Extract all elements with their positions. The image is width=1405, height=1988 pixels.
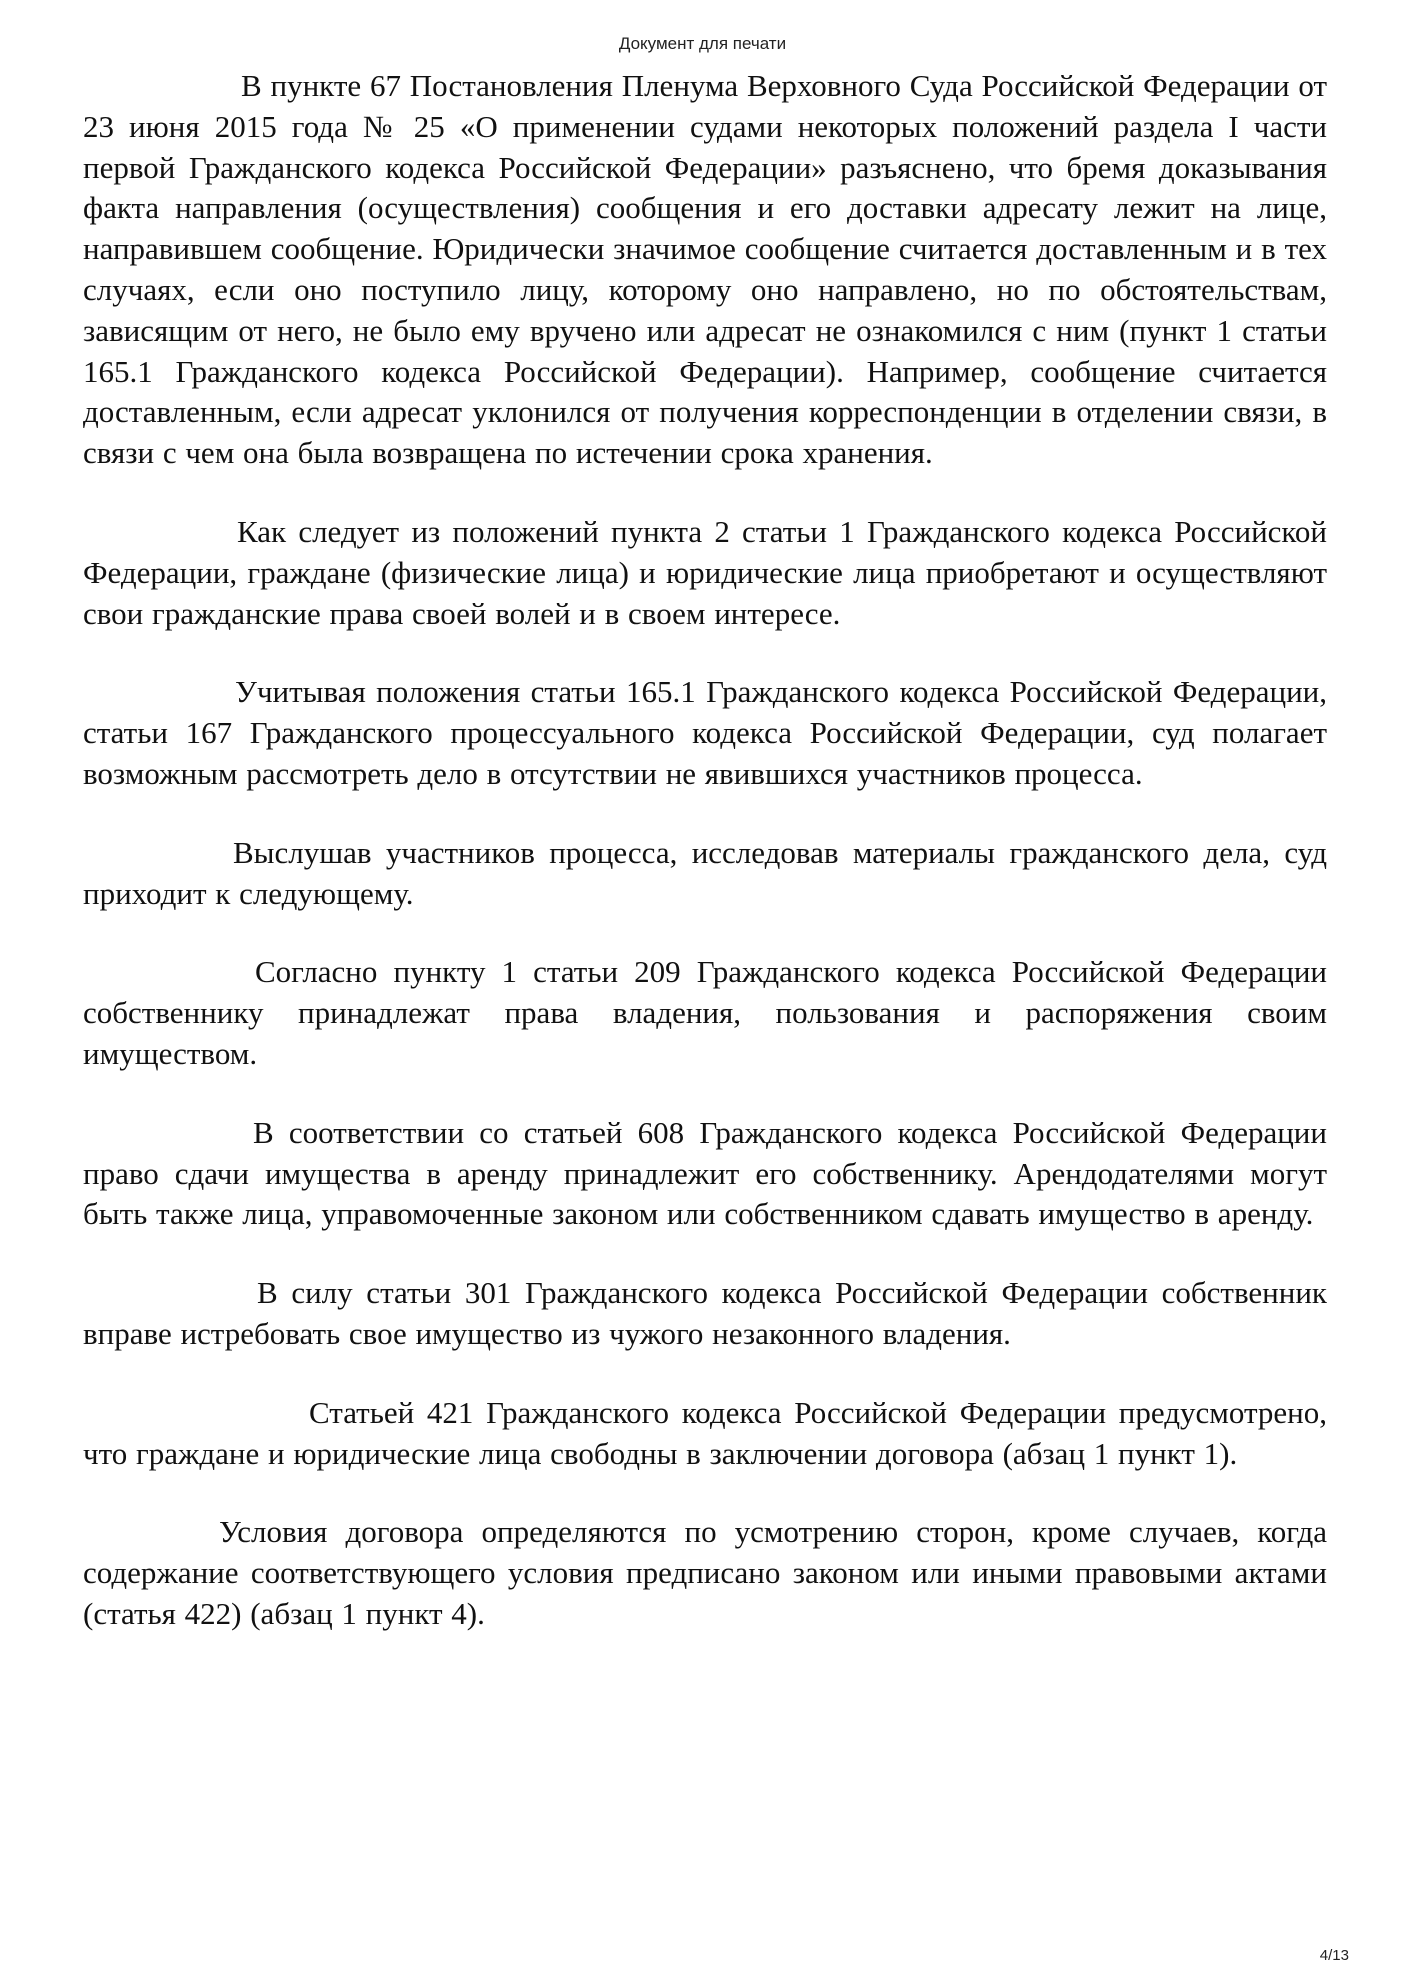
- paragraph: Выслушав участников процесса, исследовав материалы гражданского дела, суд приходит к следующему.: [83, 834, 1327, 911]
- paragraph: В пункте 67 Постановления Пленума Верховного Суда Российской Федерации от 23 июня 2015 года № 25 «О применении судами некоторых положений раздела I части первой Гражданского кодекса Российской Федерации» разъяснено, что бремя доказывания факта направления (осуществления) сообщения и его доставки адресату лежит на лице, направившем сообщение. Юридически значимое сообщение считается доставленным и в тех случаях, если оно поступило лицу, которому оно направлено, но по обстоятельствам, зависящим от него, не было ему вручено или адресат не ознакомился с ним (пункт 1 статьи 165.1 Гражданского кодекса Российской Федерации). Например, сообщение считается доставленным, если адресат уклонился от получения корреспонденции в отделении связи, в связи с чем она была возвращена по истечении срока хранения.: [83, 68, 1327, 471]
- paragraph: В силу статьи 301 Гражданского кодекса Российской Федерации собственник вправе истребовать свое имущество из чужого незаконного владения.: [83, 1275, 1327, 1351]
- paragraph: Согласно пункту 1 статьи 209 Гражданского кодекса Российской Федерации собственнику принадлежат права владения, пользования и распоряжения своим имуществом.: [83, 954, 1327, 1071]
- print-header: Документ для печати: [618, 34, 787, 53]
- paragraph: Статьей 421 Гражданского кодекса Российской Федерации предусмотрено, что граждане и юридические лица свободны в заключении договора (абзац 1 пункт 1).: [83, 1394, 1327, 1471]
- document-body: [83, 66, 1327, 1635]
- page-number: 4/13: [1319, 1947, 1349, 1964]
- paragraph: Учитывая положения статьи 165.1 Гражданского кодекса Российской Федерации, статьи 167 Гражданского процессуального кодекса Российской Федерации, суд полагает возможным рассмотреть дело в отсутствии не явившихся участников процесса.: [83, 674, 1327, 791]
- paragraph: Условия договора определяются по усмотрению сторон, кроме случаев, когда содержание соответствующего условия предписано законом или иными правовыми актами (статья 422) (абзац 1 пункт 4).: [83, 1514, 1327, 1631]
- paragraph: В соответствии со статьей 608 Гражданского кодекса Российской Федерации право сдачи имущества в аренду принадлежит его собственнику. Арендодателями могут быть также лица, управомоченные законом или собственником сдавать имущество в аренду.: [83, 1114, 1327, 1232]
- paragraph: Как следует из положений пункта 2 статьи 1 Гражданского кодекса Российской Федерации, граждане (физические лица) и юридические лица приобретают и осуществляют свои гражданские права своей волей и в своем интересе.: [83, 513, 1327, 631]
